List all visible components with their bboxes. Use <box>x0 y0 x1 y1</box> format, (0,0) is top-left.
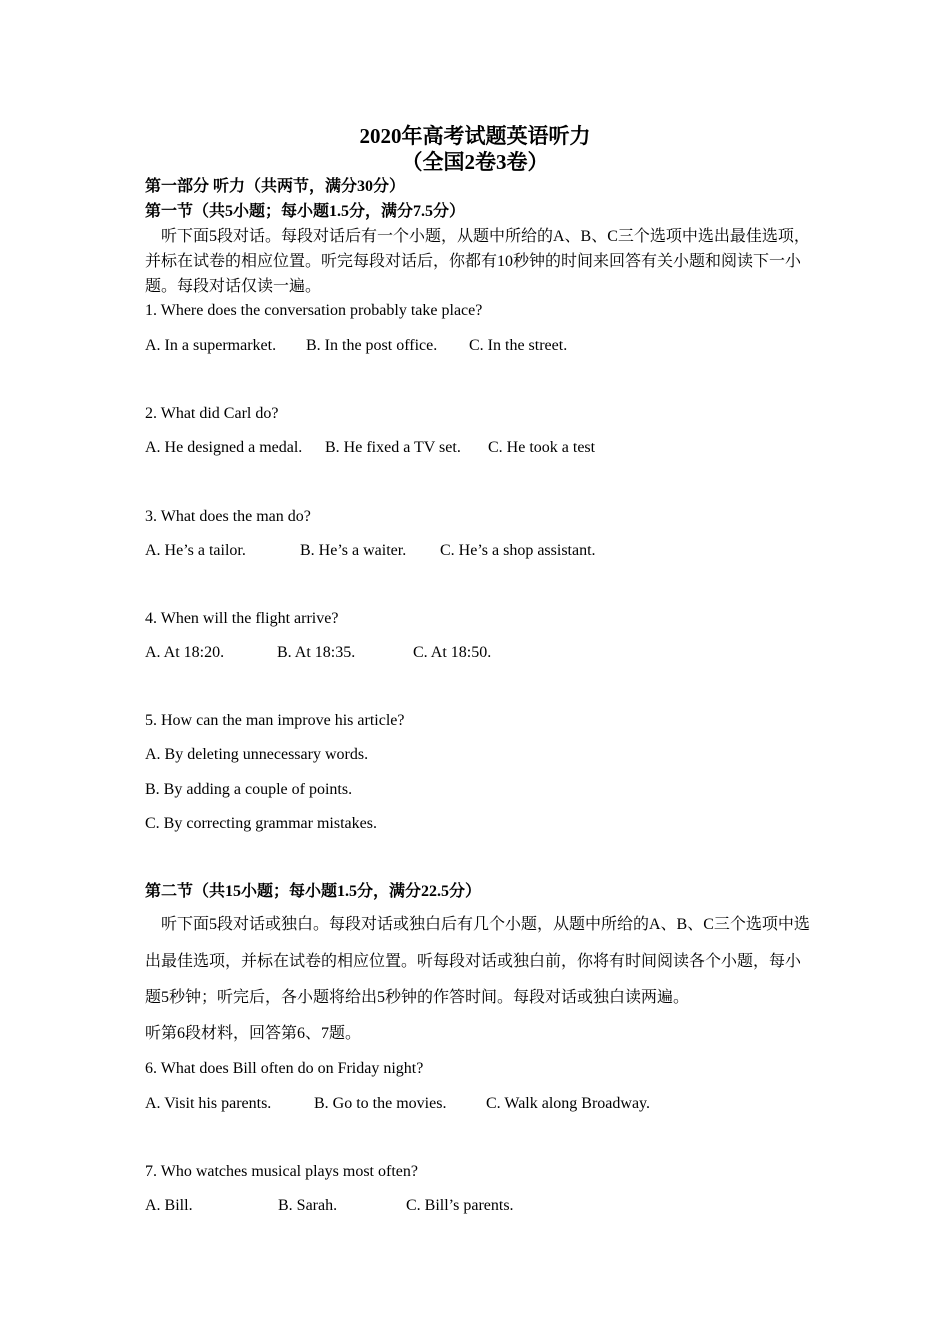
part1-heading: 第一部分 听力（共两节，满分30分） <box>145 178 406 195</box>
question-6: 6. What does Bill often do on Friday night? <box>145 1060 424 1077</box>
q4-option-b: B. At 18:35. <box>277 644 356 661</box>
section2-heading: 第二节（共15小题；每小题1.5分，满分22.5分） <box>145 883 482 900</box>
document-subtitle: （全国2卷3卷） <box>401 150 549 174</box>
question-1: 1. Where does the conversation probably take place? <box>145 302 483 319</box>
section2-instructions: 听下面5段对话或独白。每段对话或独白后有几个小题，从题中所给的A、B、C三个选项中选出最佳选项，并标在试卷的相应位置。听每段对话或独白前，你将有时间阅读各个小题，每小题5秒钟；听完后，各小题将给出5秒钟的作答时间。每段对话或独白读两遍。 <box>145 916 810 1006</box>
question-3: 3. What does the man do? <box>145 508 311 525</box>
q4-option-c: C. At 18:50. <box>413 644 492 661</box>
q5-option-a: A. By deleting unnecessary words. <box>145 746 369 763</box>
q3-option-c: C. He’s a shop assistant. <box>440 542 596 559</box>
q6-option-c: C. Walk along Broadway. <box>486 1095 651 1112</box>
material-note: 听第6段材料，回答第6、7题。 <box>145 1025 362 1042</box>
q7-option-c: C. Bill’s parents. <box>406 1197 514 1214</box>
q5-option-b: B. By adding a couple of points. <box>145 781 353 798</box>
q7-option-a: A. Bill. <box>145 1197 193 1214</box>
q6-option-b: B. Go to the movies. <box>314 1095 447 1112</box>
q1-option-c: C. In the street. <box>469 337 568 354</box>
q2-option-b: B. He fixed a TV set. <box>325 439 461 456</box>
question-7: 7. Who watches musical plays most often? <box>145 1163 418 1180</box>
q2-option-a: A. He designed a medal. <box>145 439 303 456</box>
question-5: 5. How can the man improve his article? <box>145 712 405 729</box>
question-4: 4. When will the flight arrive? <box>145 610 339 627</box>
q1-option-b: B. In the post office. <box>306 337 438 354</box>
section1-heading: 第一节（共5小题；每小题1.5分，满分7.5分） <box>145 203 466 220</box>
q3-option-b: B. He’s a waiter. <box>300 542 407 559</box>
q3-option-a: A. He’s a tailor. <box>145 542 246 559</box>
question-2: 2. What did Carl do? <box>145 405 279 422</box>
document-title: 2020年高考试题英语听力 <box>359 124 591 148</box>
q7-option-b: B. Sarah. <box>278 1197 338 1214</box>
q2-option-c: C. He took a test <box>488 439 596 456</box>
q4-option-a: A. At 18:20. <box>145 644 225 661</box>
q6-option-a: A. Visit his parents. <box>145 1095 272 1112</box>
q5-option-c: C. By correcting grammar mistakes. <box>145 815 377 832</box>
section1-instructions: 听下面5段对话。每段对话后有一个小题，从题中所给的A、B、C三个选项中选出最佳选项，并标在试卷的相应位置。听完每段对话后，你都有10秒钟的时间来回答有关小题和阅读下一小题。每段对话仅读一遍。 <box>145 228 810 295</box>
q1-option-a: A. In a supermarket. <box>145 337 277 354</box>
